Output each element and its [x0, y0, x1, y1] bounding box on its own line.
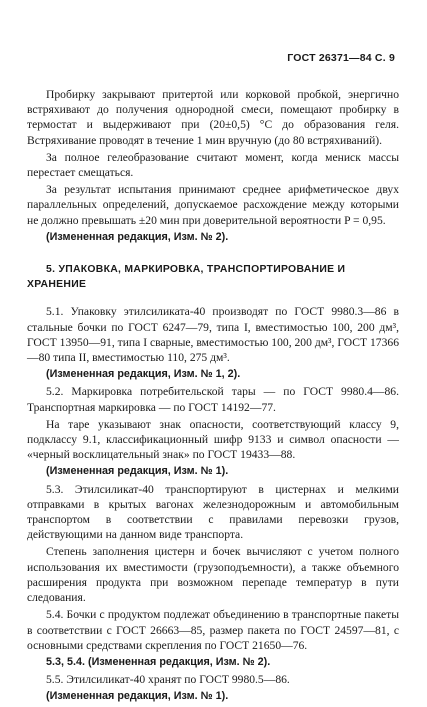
- amendment-note: (Измененная редакция, Изм. № 1).: [46, 465, 229, 478]
- amendment-note: 5.3, 5.4. (Измененная редакция, Изм. № 2).: [46, 655, 271, 668]
- paragraph-result: За результат испытания принимают среднее арифметическое двух параллельных определений, допускаемое расхождение между которыми не должно превышать ±20 мин при доверительной вероятности P = 0,95.: [27, 183, 399, 227]
- amendment-note: (Измененная редакция, Изм. № 1).: [46, 690, 229, 703]
- amendment-note: (Измененная редакция, Изм. № 1, 2).: [46, 368, 241, 381]
- section-title: 5. УПАКОВКА, МАРКИРОВКА, ТРАНСПОРТИРОВАНИЕ И ХРАНЕНИЕ: [27, 264, 346, 291]
- document-body: [27, 87, 399, 707]
- paragraph-gel-criterion: За полное гелеобразование считают момент, когда мениск массы перестает смещаться.: [27, 150, 399, 180]
- paragraph-5-3: 5.3. Этилсиликат-40 транспортируют в цистернах и мелкими отправками в крытых вагонах железнодорожным и автомобильным транспортом в соответствии с правилами перевозки грузов, действующими на данном виде транспорта.: [27, 482, 399, 542]
- paragraph-5-2: 5.2. Маркировка потребительской тары — по ГОСТ 9980.4—86. Транспортная маркировка — по ГОСТ 14192—77.: [27, 385, 399, 414]
- paragraph-5-1: 5.1. Упаковку этилсиликата-40 производят по ГОСТ 9980.3—86 в стальные бочки по ГОСТ 6247—79, типа I, вместимостью 100, 200 дм³, ГОСТ 13950—91, типа I сварные, вместимостью 100, 200 дм³, ГОСТ 17366—80 типа II, вместимостью 110, 275 дм³.: [27, 305, 399, 365]
- paragraph-5-5: 5.5. Этилсиликат-40 хранят по ГОСТ 9980.5—86.: [46, 673, 290, 687]
- paragraph-test-procedure: Пробирку закрывают притертой или корковой пробкой, энергично встряхивают до получения однородной смеси, помещают пробирку в термостат и выдерживают при (20±0,5) °С до образования геля. Встряхивание проводят в течение 1 мин вручную (до 80 встряхиваний).: [27, 88, 399, 147]
- paragraph-5-2-hazard: На таре указывают знак опасности, соответствующий классу 9, подклассу 9.1, классификационный шифр 9133 и символ опасности — «черный восклицательный знак» по ГОСТ 19433—88.: [27, 417, 399, 462]
- amendment-note: (Измененная редакция, Изм. № 2).: [46, 230, 229, 243]
- paragraph-5-3-filling: Степень заполнения цистерн и бочек вычисляют с учетом полного использования их вместимости (грузоподъемности), а также объемного расширения продукта при возможном перепаде температур в пути следования.: [27, 545, 399, 605]
- page-header: ГОСТ 26371—84 С. 9: [287, 52, 395, 64]
- paragraph-5-4: 5.4. Бочки с продуктом подлежат объединению в транспортные пакеты в соответствии с ГОСТ 26663—85, размер пакета по ГОСТ 24597—81, с основными средствами скрепления по ГОСТ 21650—76.: [27, 608, 399, 652]
